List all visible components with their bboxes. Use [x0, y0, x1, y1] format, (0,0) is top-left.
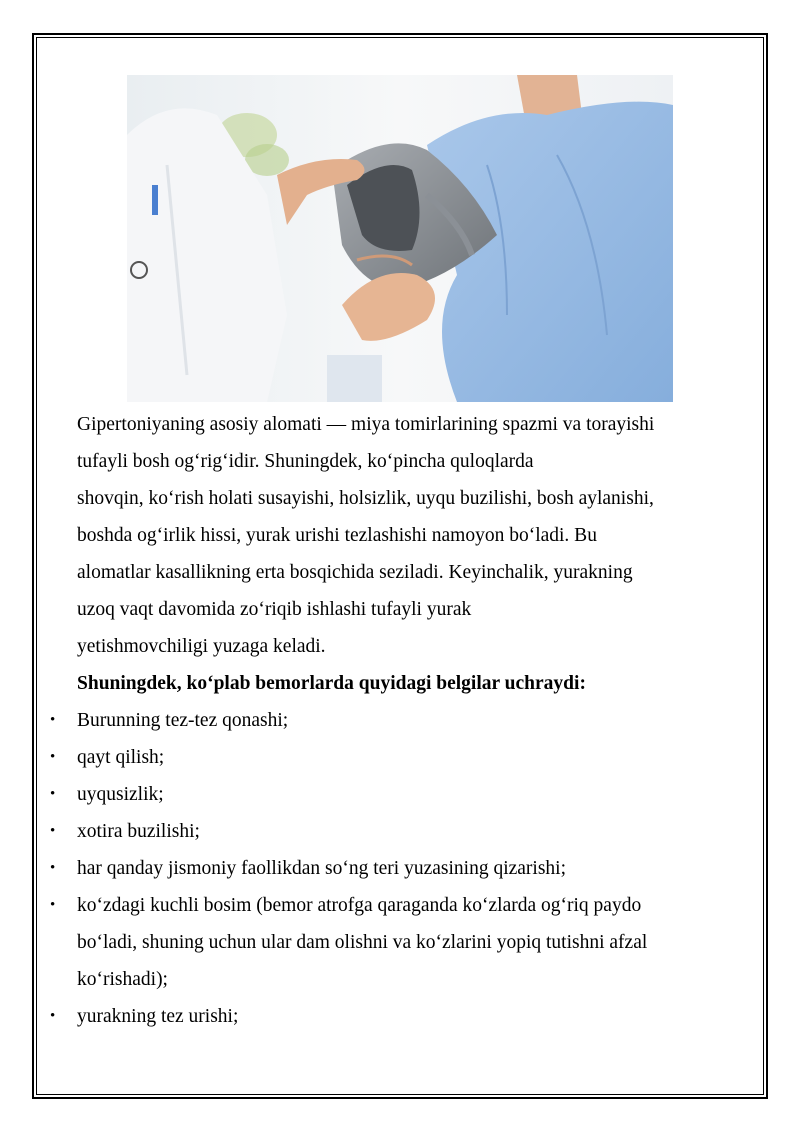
blood-pressure-photo — [127, 75, 673, 402]
list-item-text: • qayt qilish; — [77, 747, 165, 768]
paragraph-line: uzoq vaqt davomida zo‘riqib ishlashi tufayli yurak — [77, 599, 472, 620]
list-item-text: • xotira buzilishi; — [77, 821, 200, 842]
paragraph-line: alomatlar kasallikning erta bosqichida seziladi. Keyinchalik, yurakning — [77, 562, 633, 583]
paragraph-line: boshda og‘irlik hissi, yurak urishi tezlashishi namoyon bo‘ladi. Bu — [77, 525, 597, 546]
list-item-text: • Burunning tez-tez qonashi; — [77, 710, 289, 731]
symptoms-heading: Shuningdek, ko‘plab bemorlarda quyidagi belgilar uchraydi: — [77, 673, 586, 694]
intro-paragraph — [77, 406, 727, 665]
paragraph-line: shovqin, ko‘rish holati susayishi, holsizlik, uyqu buzilishi, bosh aylanishi, — [77, 488, 654, 509]
paragraph-line: Gipertoniyaning asosiy alomati — miya tomirlarining spazmi va torayishi — [77, 414, 655, 435]
list-item-text: bo‘ladi, shuning uchun ular dam olishni va ko‘zlarini yopiq tutishni afzal — [77, 932, 648, 953]
list-item — [77, 702, 727, 739]
list-item — [77, 813, 727, 850]
document-body — [77, 406, 727, 1035]
paragraph-line: yetishmovchiligi yuzaga keladi. — [77, 636, 326, 657]
paragraph-line: tufayli bosh og‘rig‘idir. Shuningdek, ko‘pincha quloqlarda — [77, 451, 534, 472]
list-item-text: • har qanday jismoniy faollikdan so‘ng teri yuzasining qizarishi; — [77, 858, 567, 879]
list-item-text: • ko‘zdagi kuchli bosim (bemor atrofga qaraganda ko‘zlarda og‘riq paydo — [77, 895, 642, 916]
list-item — [77, 739, 727, 776]
list-item — [77, 776, 727, 813]
symptoms-list — [77, 702, 727, 1035]
list-item-text: • uyqusizlik; — [77, 784, 164, 805]
list-item-text: ko‘rishadi); — [77, 969, 168, 990]
list-item — [77, 887, 727, 998]
list-item — [77, 998, 727, 1035]
list-item-text: • yurakning tez urishi; — [77, 1006, 239, 1027]
list-item — [77, 850, 727, 887]
